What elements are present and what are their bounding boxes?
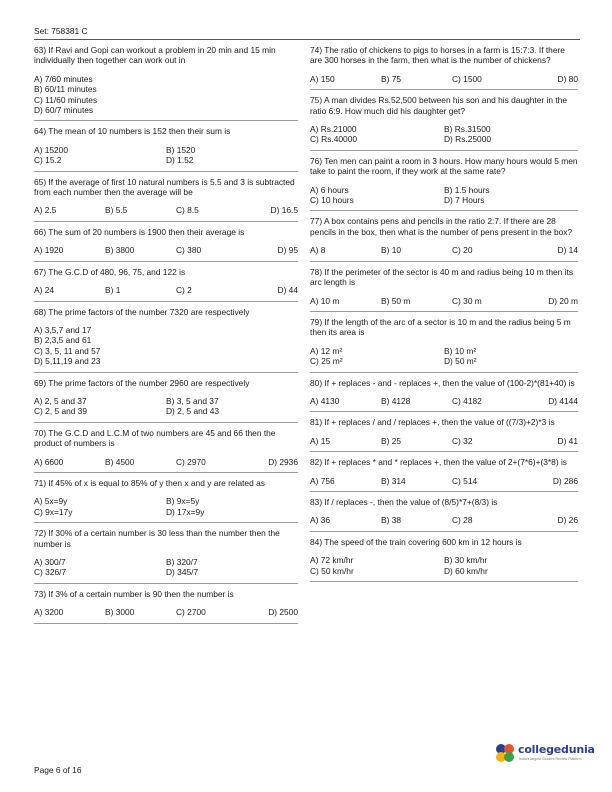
- answer-option: C) 2: [176, 285, 192, 296]
- answer-option: D) 16.5: [270, 205, 298, 216]
- answer-option: D) 26: [557, 515, 578, 526]
- answer-option: D) 4144: [548, 395, 578, 406]
- answer-options: [310, 396, 578, 406]
- answer-option: B) 2,3,5 and 61: [34, 335, 92, 346]
- answer-options: [310, 296, 578, 306]
- answer-option: C) 2970: [176, 456, 206, 467]
- question-text: 72) If 30% of a certain number is 30 less than the number then the number is: [34, 528, 280, 549]
- answer-option: D) 14: [557, 245, 578, 256]
- answer-option: D) 41: [557, 435, 578, 446]
- question-block: [34, 126, 298, 171]
- answer-options: [310, 555, 578, 576]
- answer-option: D) 95: [277, 245, 298, 256]
- answer-option: B) 10 m²: [444, 345, 477, 356]
- brand-name: collegedunia: [518, 743, 595, 756]
- answer-options: [310, 476, 578, 486]
- answer-option: A) 4130: [310, 395, 340, 406]
- answer-option: D) 2, 5 and 43: [166, 406, 220, 417]
- answer-option: A) 36: [310, 515, 331, 526]
- answer-option: C) 4182: [452, 395, 482, 406]
- answer-option: B) 10: [381, 245, 402, 256]
- answer-option: B) 75: [381, 73, 402, 84]
- question-text: 79) If the length of the arc of a sector is 10 m and the radius being 5 m then its area is: [310, 316, 571, 338]
- answer-options: [34, 145, 298, 166]
- answer-options: [310, 74, 578, 84]
- answer-option: B) 4500: [105, 456, 135, 467]
- question-block: [34, 45, 298, 121]
- answer-option: A) 6 hours: [310, 184, 349, 195]
- answer-option: D) 60 km/hr: [444, 565, 488, 576]
- question-block: [310, 267, 578, 312]
- question-block: [34, 528, 298, 584]
- answer-option: B) 320/7: [166, 557, 198, 567]
- answer-option: D) 5,11,19 and 23: [34, 356, 101, 367]
- answer-options: [310, 346, 578, 367]
- answer-option: A) 8: [310, 245, 326, 256]
- left-question-column: [34, 45, 298, 629]
- answer-options: [310, 515, 578, 525]
- question-block: [34, 177, 298, 222]
- answer-option: C) 2700: [176, 607, 206, 618]
- answer-option: D) 50 m²: [444, 356, 477, 367]
- answer-options: [34, 496, 298, 517]
- answer-option: C) 20: [452, 245, 473, 256]
- answer-option: D) 60/7 minutes: [34, 105, 94, 116]
- answer-option: C) 28: [452, 515, 473, 526]
- answer-option: C) 15.2: [34, 155, 62, 166]
- answer-option: B) 25: [381, 435, 402, 446]
- answer-options: [310, 245, 578, 255]
- answer-option: C) 2, 5 and 39: [34, 406, 88, 417]
- question-text: 80) If + replaces - and - replaces +, then the value of (100-2)*(81+40) is: [310, 377, 575, 388]
- answer-option: A) 24: [34, 285, 55, 296]
- question-block: [310, 457, 578, 492]
- answer-option: A) 2, 5 and 37: [34, 395, 87, 406]
- question-text: 78) If the perimeter of the sector is 40 m and radius being 10 m then its arc length is: [310, 266, 574, 288]
- answer-option: D) 20 m: [548, 295, 578, 306]
- answer-option: D) 345/7: [166, 567, 199, 578]
- answer-option: D) 17x=9y: [166, 506, 205, 517]
- question-block: [34, 478, 298, 523]
- question-text: 74) The ratio of chickens to pigs to horses in a farm is 15:7:3. If there are 300 horses in the farm, then what is the number of chickens?: [310, 45, 565, 66]
- question-text: 67) The G.C.D of 480, 96, 75, and 122 is: [34, 266, 186, 277]
- question-text: 75) A man divides Rs.52,500 between his son and his daughter in the ratio 6:9. How much did his daughter get?: [310, 95, 568, 116]
- answer-option: C) 10 hours: [310, 195, 354, 206]
- question-block: [310, 216, 578, 261]
- question-block: [34, 589, 298, 624]
- question-text: 83) If / replaces -, then the value of (8/5)*7+(8/3) is: [310, 496, 498, 507]
- answer-option: B) 50 m: [381, 295, 411, 306]
- answer-options: [34, 245, 298, 255]
- question-block: [310, 497, 578, 532]
- answer-option: A) 1920: [34, 245, 64, 256]
- answer-option: B) 314: [381, 475, 406, 486]
- answer-option: D) 7 Hours: [444, 195, 485, 206]
- question-text: 63) If Ravi and Gopi can workout a problem in 20 min and 15 min individually then together can work out in: [34, 45, 276, 66]
- question-block: [310, 95, 578, 151]
- question-block: [310, 537, 578, 582]
- answer-option: A) 3,5,7 and 17: [34, 324, 92, 335]
- answer-options: [34, 205, 298, 215]
- question-text: 70) The G.C.D and L.C.M of two numbers are 45 and 66 then the product of numbers is: [34, 427, 276, 449]
- answer-option: A) 2.5: [34, 205, 57, 216]
- answer-option: C) 9x=17y: [34, 506, 73, 517]
- question-text: 76) Ten men can paint a room in 3 hours. How many hours would 5 men take to paint the room, if they work at the same rate?: [310, 155, 578, 177]
- answer-option: D) Rs.25000: [444, 134, 492, 145]
- answer-option: B) 30 km/hr: [444, 555, 488, 566]
- answer-option: C) 50 km/hr: [310, 565, 354, 576]
- right-question-column: [310, 45, 578, 587]
- question-text: 69) The prime factors of the number 2960 are respectively: [34, 377, 250, 388]
- answer-option: B) 3000: [105, 607, 135, 618]
- answer-options: [34, 325, 298, 367]
- question-text: 66) The sum of 20 numbers is 1900 then their average is: [34, 226, 245, 237]
- answer-option: B) 60/11 minutes: [34, 84, 97, 95]
- answer-option: A) 5x=9y: [34, 496, 68, 507]
- question-block: [34, 378, 298, 423]
- answer-options: [310, 124, 578, 145]
- answer-option: D) 2936: [268, 456, 298, 467]
- answer-option: A) 15: [310, 435, 331, 446]
- answer-options: [310, 436, 578, 446]
- question-text: 64) The mean of 10 numbers is 152 then their sum is: [34, 126, 231, 137]
- question-text: 81) If + replaces / and / replaces +, then the value of ((7/3)+2)*3 is: [310, 417, 555, 428]
- answer-option: B) 1.5 hours: [444, 184, 490, 195]
- question-block: [310, 378, 578, 413]
- answer-option: C) 8.5: [176, 205, 199, 216]
- answer-options: [310, 185, 578, 206]
- question-text: 68) The prime factors of the number 7320 are respectively: [34, 306, 250, 317]
- answer-option: B) 9x=5y: [166, 496, 200, 507]
- set-label: Set: 758381 C: [34, 26, 88, 36]
- answer-option: A) 3200: [34, 607, 64, 618]
- answer-option: B) Rs.31500: [444, 124, 491, 135]
- header-divider: [34, 39, 580, 40]
- answer-options: [34, 607, 298, 617]
- answer-option: B) 3800: [105, 245, 135, 256]
- answer-option: C) 1500: [452, 73, 482, 84]
- question-text: 82) If + replaces * and * replaces +, then the value of 2+(7*6)+(3*8) is: [310, 457, 567, 468]
- brand-tagline: India's largest Student Review Platform: [519, 757, 582, 761]
- answer-option: C) 326/7: [34, 567, 67, 578]
- question-block: [34, 307, 298, 373]
- answer-option: B) 1520: [166, 144, 196, 155]
- answer-option: A) 7/60 minutes: [34, 73, 93, 84]
- answer-options: [34, 557, 298, 578]
- answer-option: C) 380: [176, 245, 202, 256]
- question-block: [310, 417, 578, 452]
- answer-option: A) 150: [310, 73, 335, 84]
- answer-option: A) Rs.21000: [310, 124, 357, 135]
- question-text: 73) If 3% of a certain number is 90 then the number is: [34, 588, 234, 599]
- answer-option: C) 32: [452, 435, 473, 446]
- question-text: 71) If 45% of x is equal to 85% of y then x and y are related as: [34, 477, 265, 488]
- answer-option: B) 1: [105, 285, 121, 296]
- answer-option: C) 3, 5, 11 and 57: [34, 345, 101, 356]
- answer-option: A) 6600: [34, 456, 64, 467]
- question-block: [310, 156, 578, 212]
- answer-option: D) 2500: [268, 607, 298, 618]
- answer-option: C) Rs.40000: [310, 134, 358, 145]
- answer-option: B) 38: [381, 515, 402, 526]
- collegedunia-logo: [494, 740, 595, 766]
- question-text: 65) If the average of first 10 natural numbers is 5.5 and 3 is subtracted from each number then the average will be: [34, 176, 295, 198]
- answer-options: [34, 74, 298, 116]
- question-block: [310, 317, 578, 373]
- answer-option: B) 3, 5 and 37: [166, 395, 219, 406]
- answer-option: D) 80: [557, 73, 578, 84]
- answer-option: A) 72 km/hr: [310, 555, 354, 566]
- answer-option: A) 10 m: [310, 295, 340, 306]
- answer-option: A) 12 m²: [310, 345, 343, 356]
- brand-logo-icon: [494, 742, 516, 764]
- answer-option: D) 286: [552, 475, 578, 486]
- question-block: [34, 267, 298, 302]
- question-block: [34, 227, 298, 262]
- question-block: [310, 45, 578, 90]
- answer-option: C) 11/60 minutes: [34, 94, 98, 105]
- answer-option: B) 5.5: [105, 205, 128, 216]
- answer-option: C) 25 m²: [310, 356, 343, 367]
- answer-options: [34, 285, 298, 295]
- answer-options: [34, 457, 298, 467]
- answer-option: C) 514: [452, 475, 478, 486]
- answer-option: A) 15200: [34, 144, 68, 155]
- answer-option: A) 756: [310, 475, 335, 486]
- answer-option: A) 300/7: [34, 557, 66, 567]
- page-number: Page 6 of 16: [34, 765, 82, 775]
- question-text: 84) The speed of the train covering 600 km in 12 hours is: [310, 536, 522, 547]
- answer-option: D) 44: [277, 285, 298, 296]
- question-text: 77) A box contains pens and pencils in the ratio 2:7. If there are 28 pencils in the box, then what is the number of pens present in the box?: [310, 216, 573, 237]
- answer-option: D) 1.52: [166, 155, 194, 166]
- answer-option: C) 30 m: [452, 295, 482, 306]
- question-block: [34, 428, 298, 473]
- answer-option: B) 4128: [381, 395, 411, 406]
- answer-options: [34, 396, 298, 417]
